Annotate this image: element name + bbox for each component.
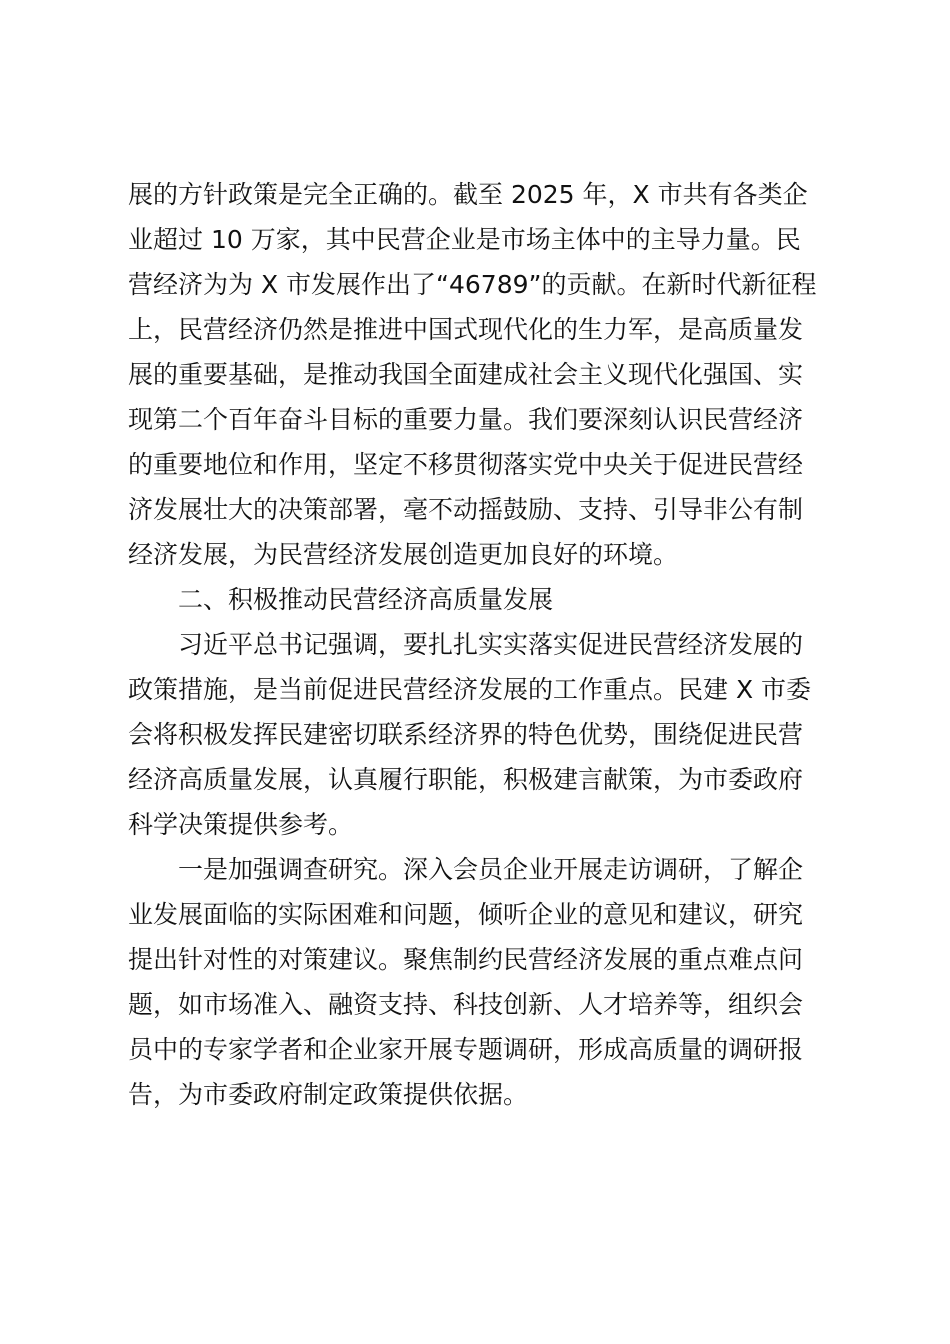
paragraph-line: 展的方针政策是完全正确的。截至 2025 年，X 市共有各类企: [128, 180, 808, 209]
paragraph-line: 业发展面临的实际困难和问题，倾听企业的意见和建议，研究: [128, 900, 804, 929]
paragraph-line: 政策措施，是当前促进民营经济发展的工作重点。民建 X 市委: [128, 675, 812, 704]
paragraph-line: 提出针对性的对策建议。聚焦制约民营经济发展的重点难点问: [128, 945, 804, 974]
paragraph-line: 告，为市委政府制定政策提供依据。: [128, 1080, 529, 1109]
paragraph-line: 经济高质量发展，认真履行职能，积极建言献策，为市委政府: [128, 765, 804, 794]
document-body: [128, 172, 828, 1117]
paragraph-line: 的重要地位和作用，坚定不移贯彻落实党中央关于促进民营经: [128, 450, 804, 479]
paragraph-line: 营经济为为 X 市发展作出了“46789”的贡献。在新时代新征程: [128, 270, 817, 299]
paragraph-line: 科学决策提供参考。: [128, 810, 354, 839]
paragraph-line: 题，如市场准入、融资支持、科技创新、人才培养等，组织会: [128, 990, 804, 1019]
paragraph-line: 展的重要基础，是推动我国全面建成社会主义现代化强国、实: [128, 360, 804, 389]
section-heading: 二、积极推动民营经济高质量发展: [178, 585, 554, 614]
paragraph-line: 业超过 10 万家，其中民营企业是市场主体中的主导力量。民: [128, 225, 801, 254]
paragraph-line: 习近平总书记强调，要扎扎实实落实促进民营经济发展的: [178, 630, 804, 659]
paragraph-line: 济发展壮大的决策部署，毫不动摇鼓励、支持、引导非公有制: [128, 495, 804, 524]
paragraph-line: 经济发展，为民营经济发展创造更加良好的环境。: [128, 540, 679, 569]
paragraph-line: 一是加强调查研究。深入会员企业开展走访调研，了解企: [178, 855, 804, 884]
paragraph-line: 上，民营经济仍然是推进中国式现代化的生力军，是高质量发: [128, 315, 804, 344]
paragraph-line: 现第二个百年奋斗目标的重要力量。我们要深刻认识民营经济: [128, 405, 804, 434]
paragraph-line: 员中的专家学者和企业家开展专题调研，形成高质量的调研报: [128, 1035, 804, 1064]
paragraph-line: 会将积极发挥民建密切联系经济界的特色优势，围绕促进民营: [128, 720, 804, 749]
